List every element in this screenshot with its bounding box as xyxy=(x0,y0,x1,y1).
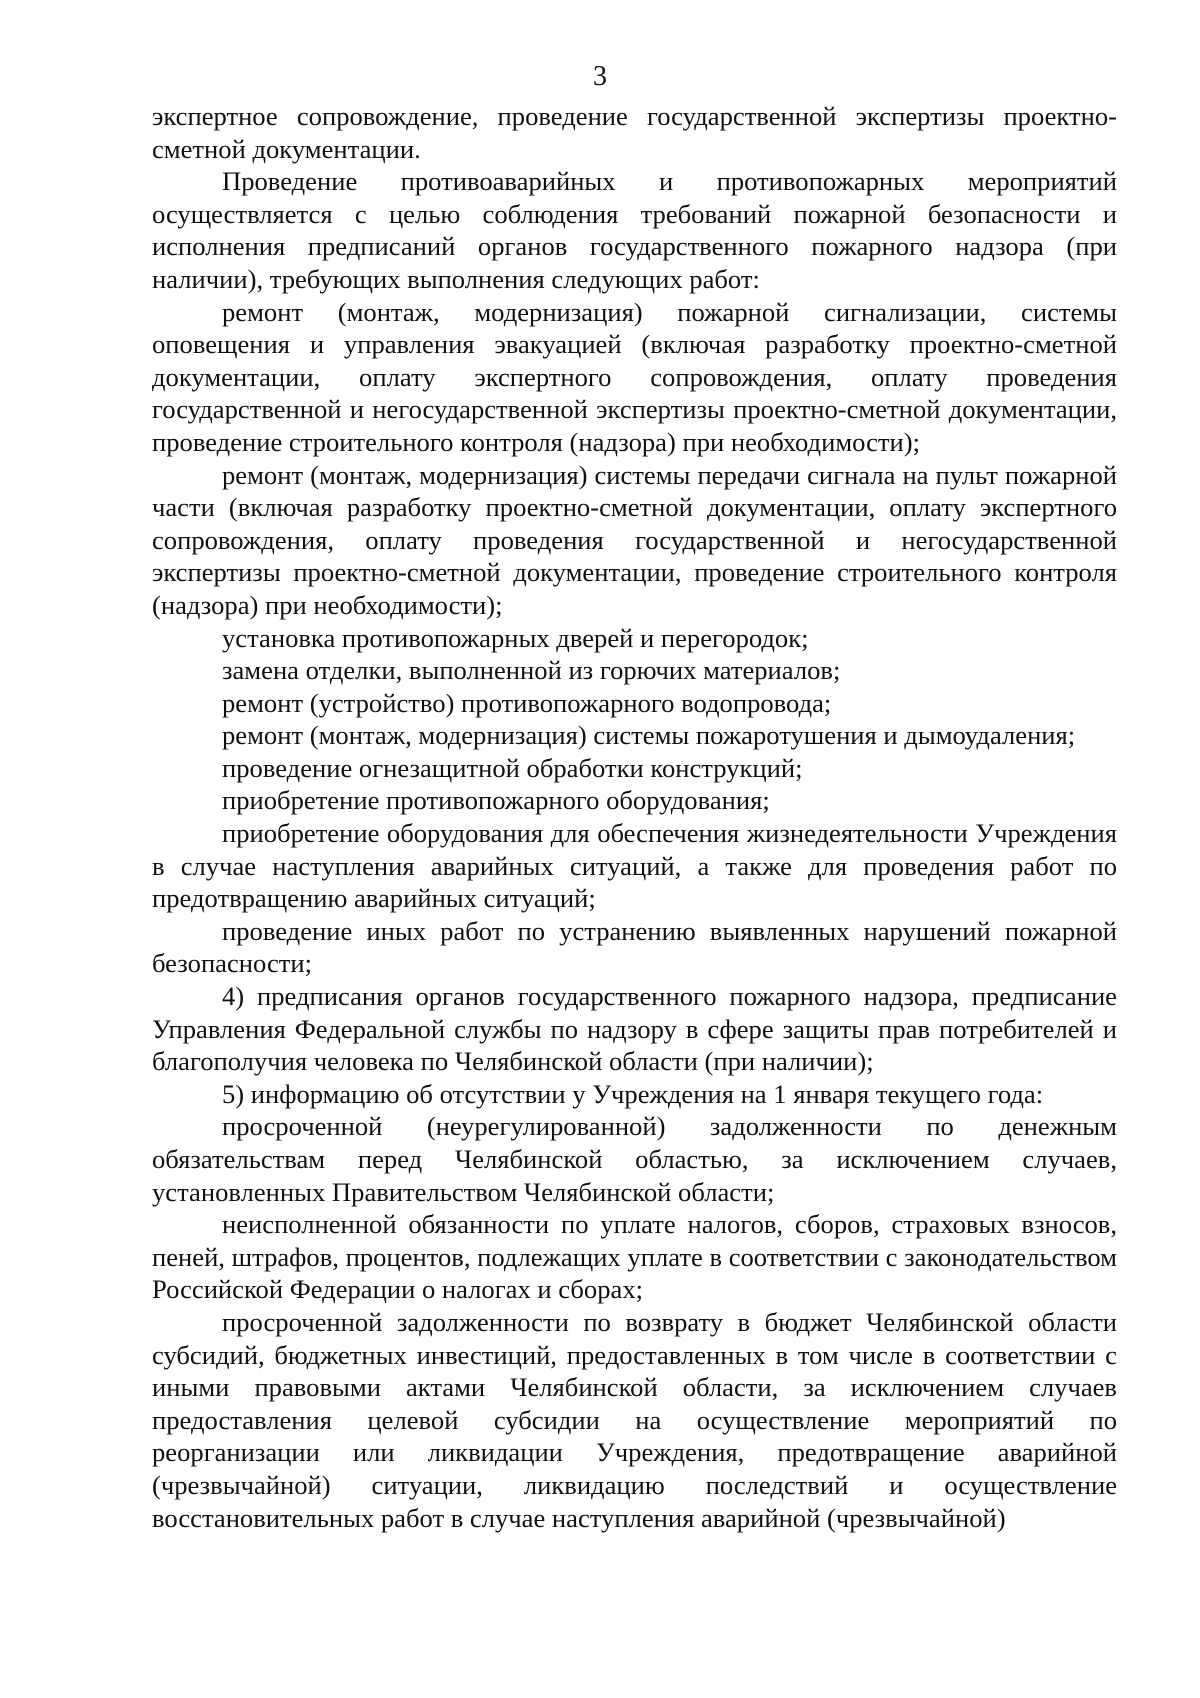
paragraph: экспертное сопровождение, проведение государственной экспертизы проектно-сметной документации. xyxy=(152,101,1117,164)
paragraph: неисполненной обязанности по уплате налогов, сборов, страховых взносов, пеней, штрафов, процентов, подлежащих уплате в соответствии с законодательством Российской Федерации о налогах и сборах; xyxy=(152,1209,1117,1305)
page-number: 3 xyxy=(593,61,607,92)
paragraph: ремонт (монтаж, модернизация) системы передачи сигнала на пульт пожарной части (включая разработку проектно-сметной документации, оплату экспертного сопровождения, оплату проведения государственной и негосударственной экспертизы проектно-сметной документации, проведение строительного контроля (надзора) при необходимости); xyxy=(152,459,1117,620)
paragraph: установка противопожарных дверей и перегородок; xyxy=(222,622,809,653)
paragraph: просроченной задолженности по возврату в бюджет Челябинской области субсидий, бюджетных инвестиций, предоставленных в том числе в соответствии с иными правовыми актами Челябинской области, за исключением случаев предоставления целевой субсидии на осуществление мероприятий по реорганизации или ликвидации Учреждения, предотвращение аварийной (чрезвычайной) ситуации, ликвидацию последствий и осуществление восстановительных работ в случае наступления аварийной (чрезвычайной) xyxy=(152,1306,1117,1533)
paragraph: проведение огнезащитной обработки конструкций; xyxy=(222,752,803,783)
paragraph: ремонт (устройство) противопожарного водопровода; xyxy=(222,687,832,718)
paragraph: ремонт (монтаж, модернизация) системы пожаротушения и дымоудаления; xyxy=(222,720,1076,751)
paragraph: 5) информацию об отсутствии у Учреждения на 1 января текущего года: xyxy=(222,1078,1044,1109)
document-body xyxy=(152,100,1117,1534)
paragraph: 4) предписания органов государственного пожарного надзора, предписание Управления Федеральной службы по надзору в сфере защиты прав потребителей и благополучия человека по Челябинской области (при наличии); xyxy=(152,981,1117,1077)
paragraph: ремонт (монтаж, модернизация) пожарной сигнализации, системы оповещения и управления эвакуацией (включая разработку проектно-сметной документации, оплату экспертного сопровождения, оплату проведения государственной и негосударственной экспертизы проектно-сметной документации, проведение строительного контроля (надзора) при необходимости); xyxy=(152,296,1117,457)
paragraph: замена отделки, выполненной из горючих материалов; xyxy=(222,655,841,686)
paragraph: проведение иных работ по устранению выявленных нарушений пожарной безопасности; xyxy=(152,915,1117,979)
paragraph: приобретение противопожарного оборудования; xyxy=(222,785,770,816)
paragraph: просроченной (неурегулированной) задолженности по денежным обязательствам перед Челябинской областью, за исключением случаев, установленных Правительством Челябинской области; xyxy=(152,1111,1117,1207)
paragraph: Проведение противоаварийных и противопожарных мероприятий осуществляется с целью соблюдения требований пожарной безопасности и исполнения предписаний органов государственного пожарного надзора (при наличии), требующих выполнения следующих работ: xyxy=(152,166,1117,294)
paragraph: приобретение оборудования для обеспечения жизнедеятельности Учреждения в случае наступления аварийных ситуаций, а также для проведения работ по предотвращению аварийных ситуаций; xyxy=(152,818,1117,914)
